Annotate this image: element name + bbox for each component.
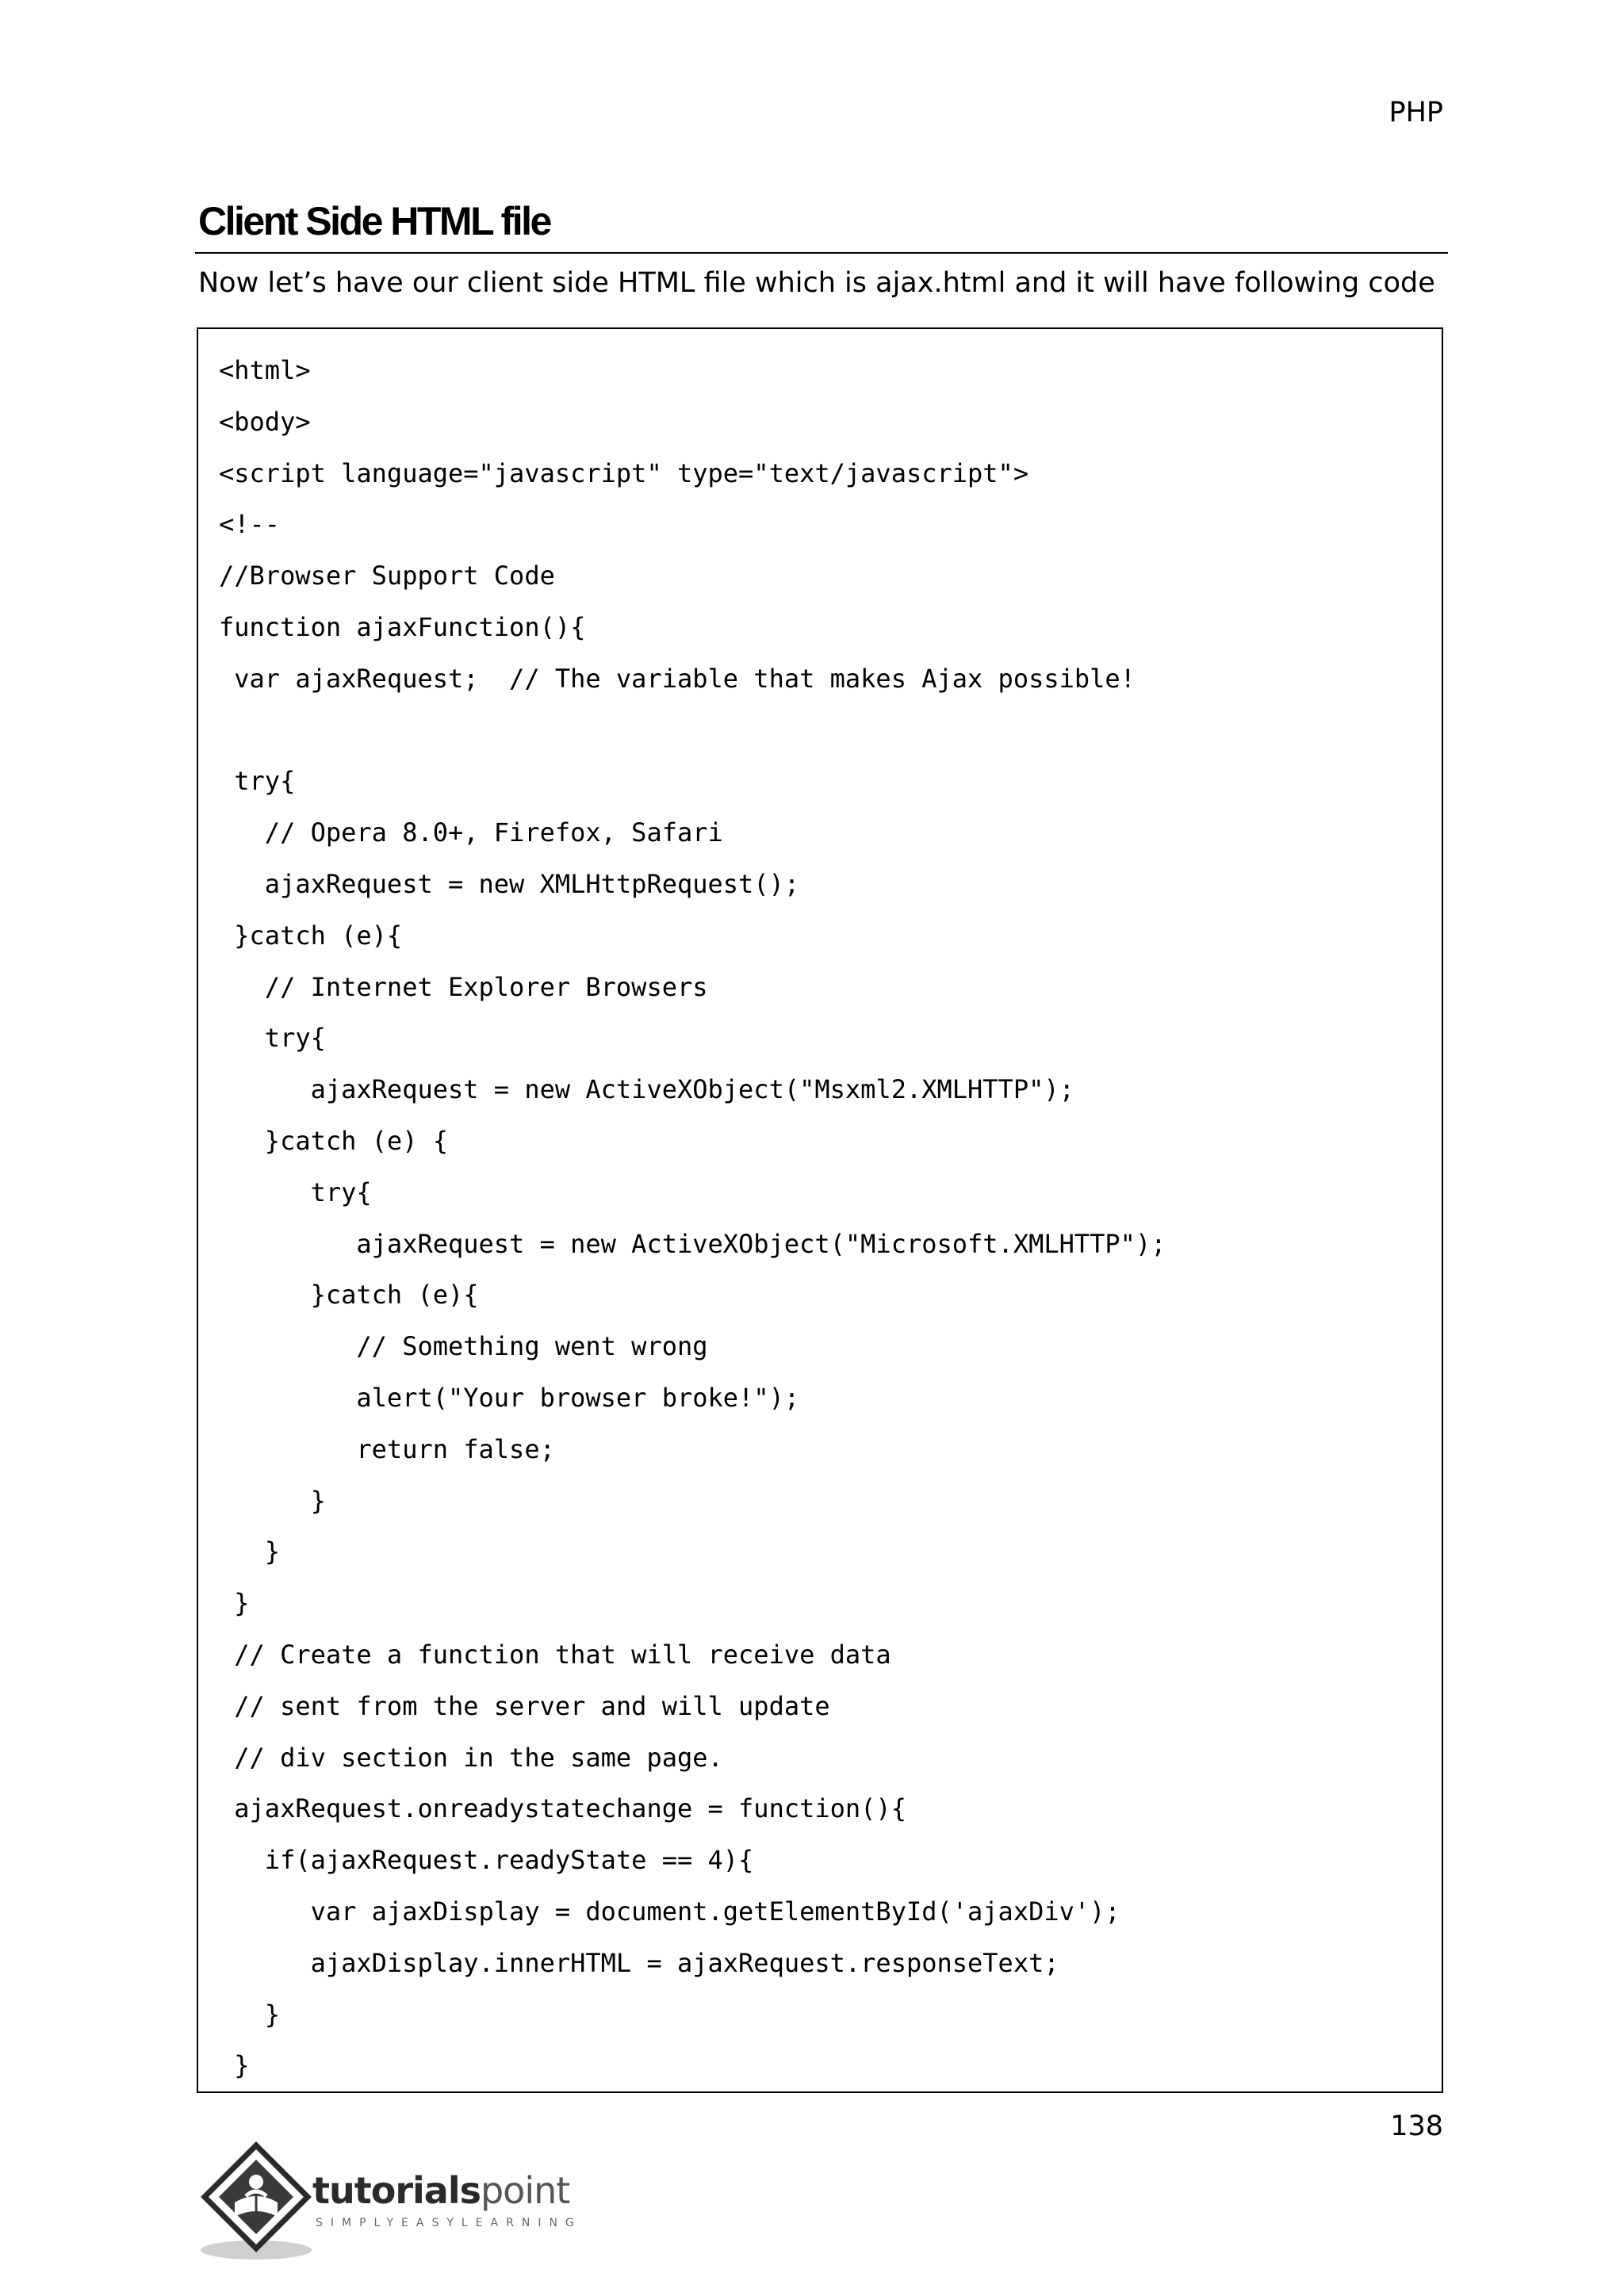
code-line: try{ <box>219 1177 372 1207</box>
code-line: if(ajaxRequest.readyState == 4){ <box>219 1845 754 1876</box>
logo-wordmark <box>312 2169 569 2212</box>
code-line: // Opera 8.0+, Firefox, Safari <box>219 817 723 848</box>
code-line: // Something went wrong <box>219 1331 708 1362</box>
code-line: ajaxRequest.onreadystatechange = function(){ <box>219 1793 906 1824</box>
section-title: Client Side HTML file <box>198 199 550 243</box>
code-line: try{ <box>219 766 296 797</box>
title-underline <box>195 252 1448 254</box>
code-line: } <box>219 2050 250 2081</box>
code-line: // Create a function that will receive data <box>219 1639 891 1670</box>
code-line: alert("Your browser broke!"); <box>219 1382 800 1413</box>
code-line: }catch (e) { <box>219 1125 448 1156</box>
code-line: try{ <box>219 1023 326 1054</box>
code-line: var ajaxDisplay = document.getElementById('ajaxDiv'); <box>219 1896 1120 1927</box>
running-header: PHP <box>1388 97 1443 128</box>
logo-tagline: SIMPLYEASYLEARNING <box>316 2217 582 2229</box>
code-line: }catch (e){ <box>219 1280 479 1311</box>
intro-paragraph: Now let’s have our client side HTML file which is ajax.html and it will have following code <box>198 267 1435 299</box>
code-line: } <box>219 1536 281 1567</box>
code-line: <body> <box>219 406 311 437</box>
code-line: ajaxRequest = new XMLHttpRequest(); <box>219 868 800 899</box>
code-line: // Internet Explorer Browsers <box>219 971 708 1002</box>
code-line: return false; <box>219 1433 555 1464</box>
code-line: } <box>219 1588 250 1619</box>
code-line: }catch (e){ <box>219 920 403 951</box>
code-line: function ajaxFunction(){ <box>219 611 586 642</box>
code-line: ajaxRequest = new ActiveXObject("Msxml2.XMLHTTP"); <box>219 1074 1074 1105</box>
code-line: <html> <box>219 355 311 385</box>
code-line: ajaxDisplay.innerHTML = ajaxRequest.responseText; <box>219 1947 1059 1978</box>
code-line: <script language="javascript" type="text/javascript"> <box>219 457 1029 488</box>
logo-wordmark-bold: tutorials <box>312 2169 481 2212</box>
code-line: } <box>219 1999 281 2030</box>
code-line <box>219 705 1166 756</box>
logo-emblem-icon <box>197 2141 316 2267</box>
code-line: // div section in the same page. <box>219 1742 723 1773</box>
code-line: <!-- <box>219 509 281 540</box>
code-line: ajaxRequest = new ActiveXObject("Microsoft.XMLHTTP"); <box>219 1228 1166 1259</box>
code-line: // sent from the server and will update <box>219 1690 830 1721</box>
code-line: } <box>219 1485 326 1516</box>
page-number: 138 <box>1390 2110 1443 2142</box>
code-block <box>197 327 1443 2093</box>
code-line: //Browser Support Code <box>219 561 555 591</box>
tutorialspoint-logo <box>197 2141 609 2267</box>
logo-wordmark-light: point <box>480 2169 570 2212</box>
code-line: var ajaxRequest; // The variable that makes Ajax possible! <box>219 663 1136 694</box>
code-lines <box>219 345 1166 2091</box>
